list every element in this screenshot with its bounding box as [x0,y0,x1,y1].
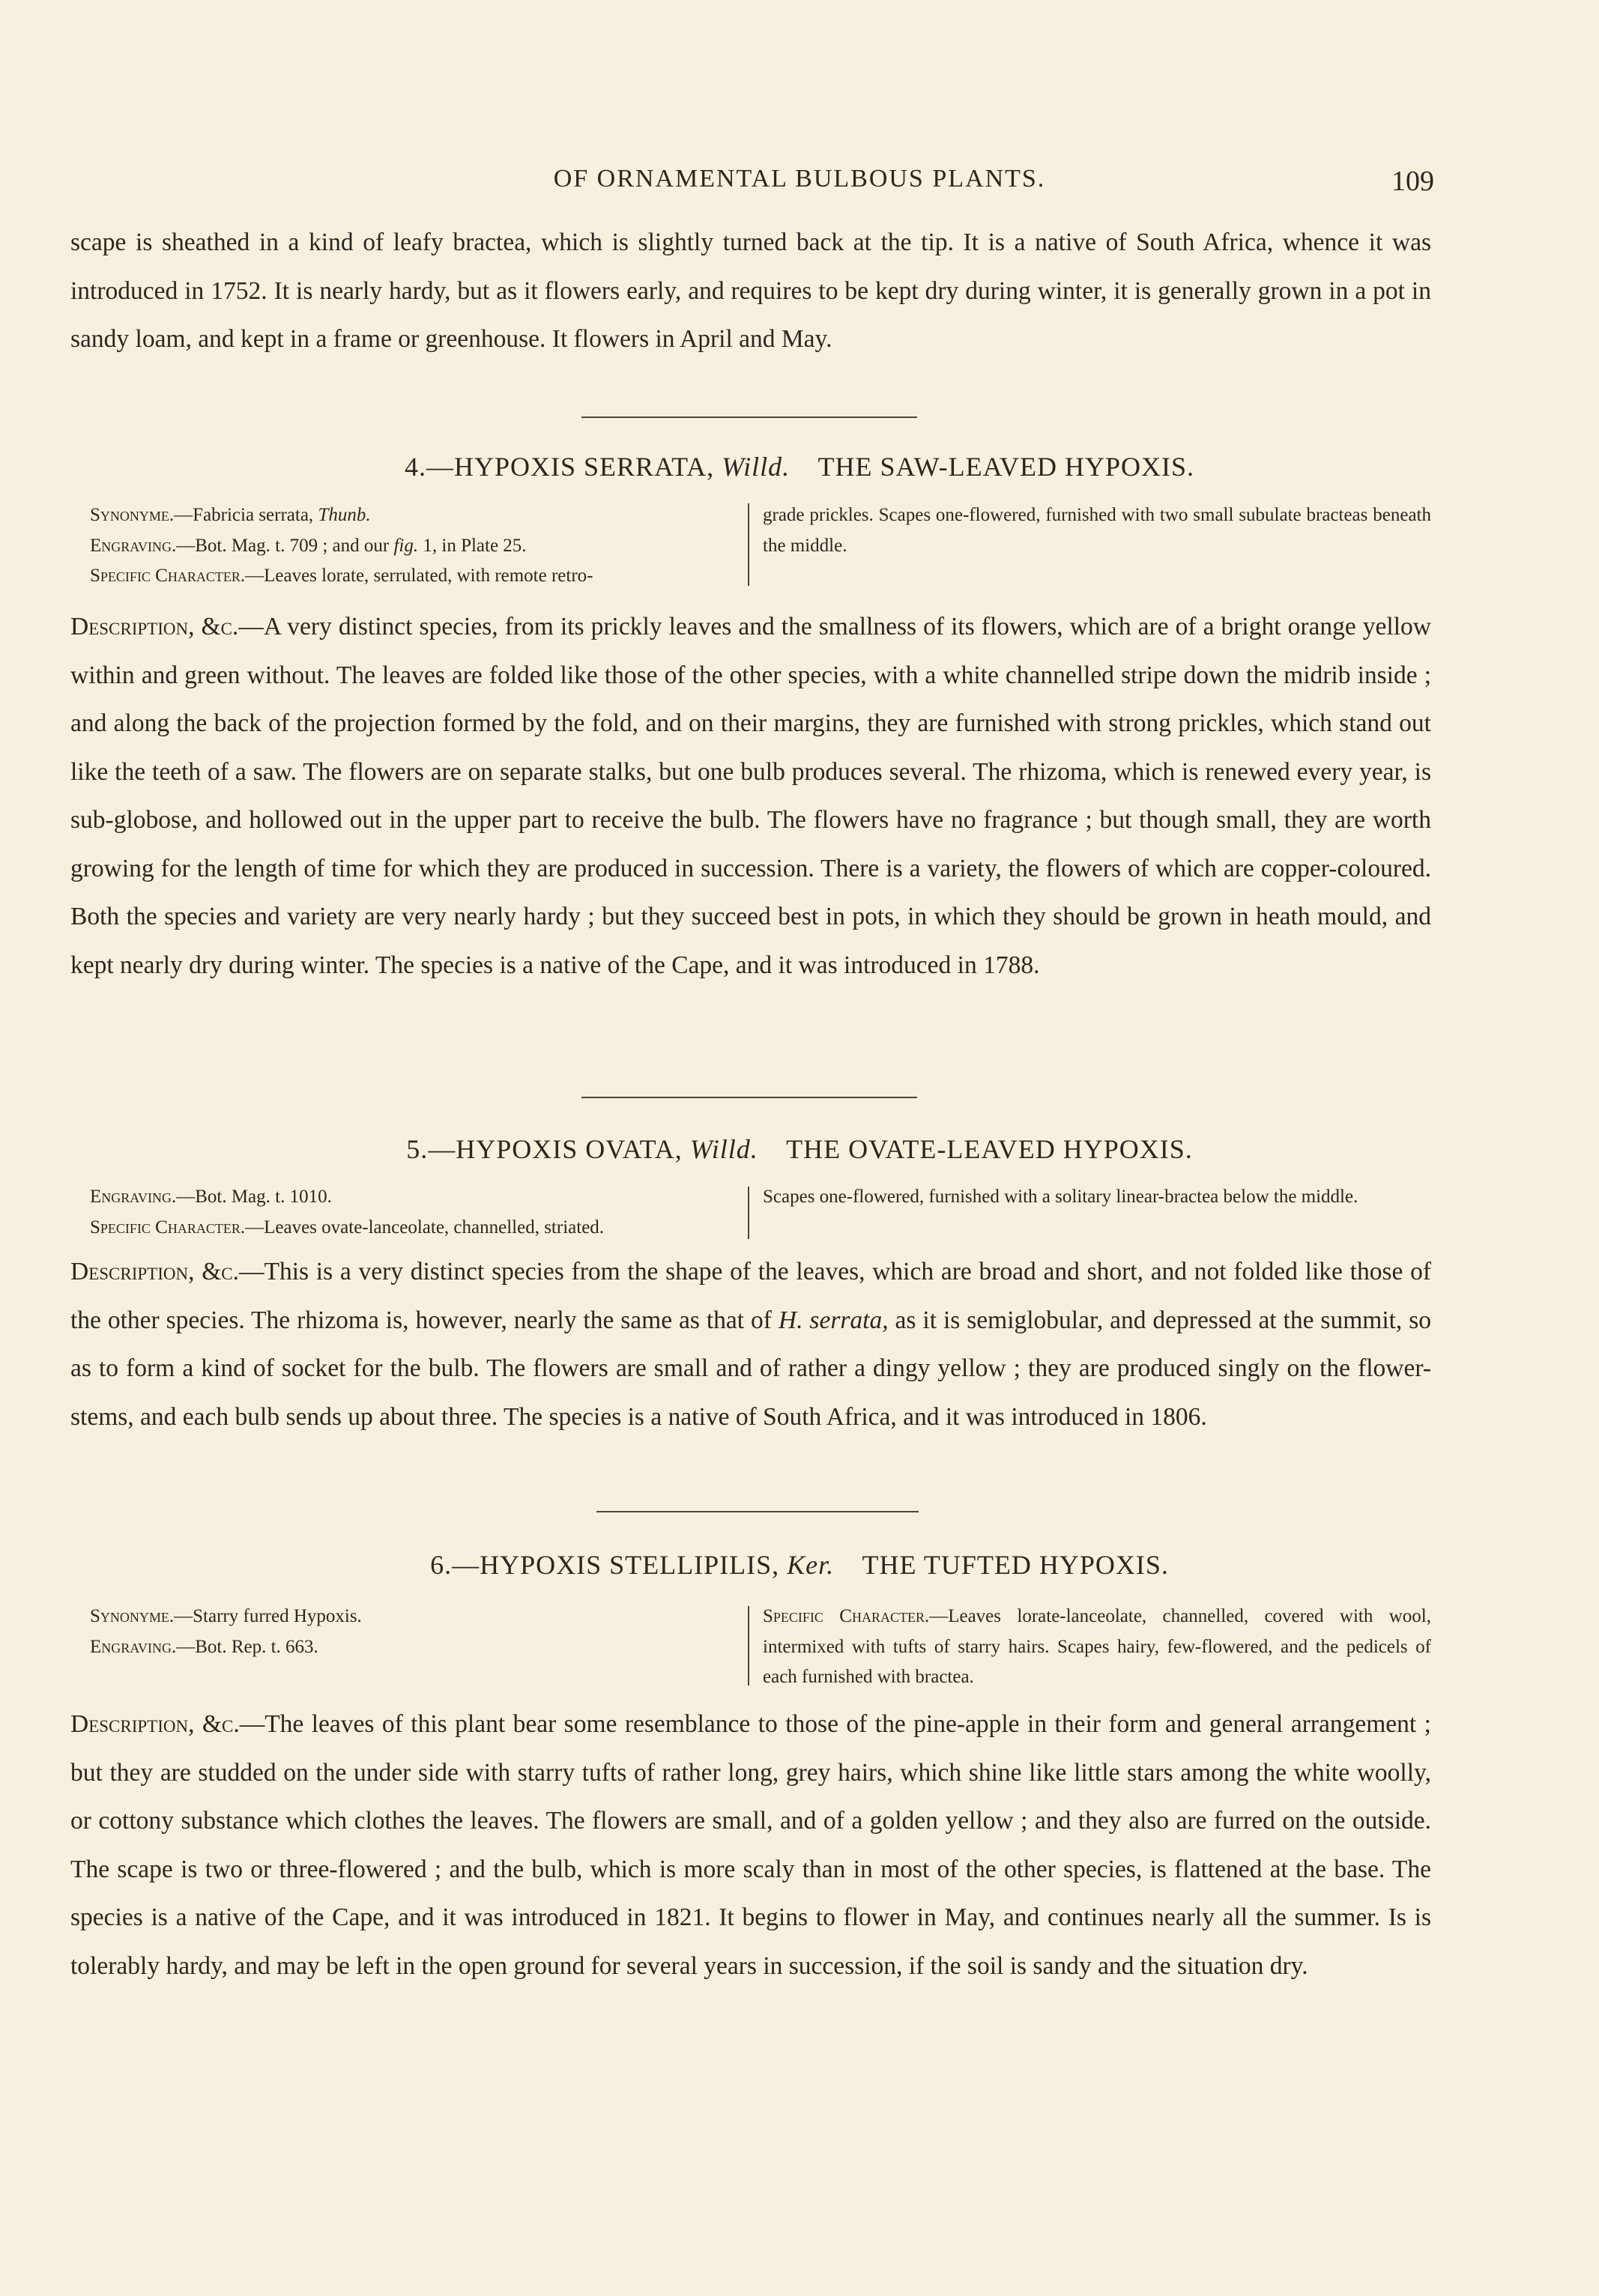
species-heading-serrata [0,451,1599,482]
note-specific-character: Specific Character.—Leaves ovate-lanceolate, channelled, striated. [90,1217,605,1238]
description-label: Description, &c. [70,1258,239,1285]
species-name: 4.—HYPOXIS SERRATA, [405,452,715,482]
notes-left-ovata [90,1182,727,1243]
note-engraving: Engraving.—Bot. Mag. t. 1010. [90,1187,332,1207]
description-stellipilis [70,1700,1431,1990]
description-text: —The leaves of this plant bear some resemblance to those of the pine-apple in their form and general arrangement ; but they are studded on the under side with starry tufts of rather long, grey hairs, which shine like little stars among the white woolly, or cottony substance which clothes the leaves. The flowers are small, and of a golden yellow ; and they also are furred on the outside. The scape is two or three-flowered ; and the bulb, which is more scaly than in most of the other species, is flattened at the base. The species is a native of the Cape, and it was introduced in 1821. It begins to flower in May, and continues nearly all the summer. Is is tolerably hardy, and may be left in the open ground for several years in succession, if the soil is sandy and the situation dry. [70,1710,1431,1980]
notes-right-serrata: grade prickles. Scapes one-flowered, furnished with two small subulate bracteas beneath the middle. [763,505,1431,556]
species-common-name: THE TUFTED HYPOXIS. [862,1550,1169,1580]
page-number: 109 [1391,166,1434,197]
species-name: 6.—HYPOXIS STELLIPILIS, [430,1550,780,1580]
species-author: Willd. [689,1134,758,1164]
notes-left-serrata [90,500,727,592]
note-engraving: Engraving.—Bot. Mag. t. 709 ; and our fig. 1, in Plate 25. [90,535,527,556]
species-author: Ker. [787,1550,835,1580]
section-divider [596,1511,919,1512]
column-divider [748,1606,749,1685]
column-divider [748,1187,749,1239]
running-title: OF ORNAMENTAL BULBOUS PLANTS. [553,165,1046,193]
species-name: 5.—HYPOXIS OVATA, [406,1134,683,1164]
description-serrata [70,603,1431,990]
species-heading-stellipilis [0,1549,1599,1581]
species-heading-ovata [0,1133,1599,1165]
notes-left-stellipilis [90,1602,727,1662]
species-author: Willd. [722,452,791,482]
description-label: Description, &c. [70,1710,240,1738]
notes-right-ovata: Scapes one-flowered, furnished with a solitary linear-bractea below the middle. [763,1187,1358,1207]
section-divider [581,417,917,418]
opening-paragraph: scape is sheathed in a kind of leafy bractea, which is slightly turned back at the tip. It is a native of South Africa, whence it was introduced in 1752. It is nearly hardy, but as it flowers early, and requires to be kept dry during winter, it is generally grown in a pot in sandy loam, and kept in a frame or greenhouse. It flowers in April and May. [70,228,1431,353]
description-ovata: Description, &c.—This is a very distinct species from the shape of the leaves, which are broad and short, and not folded like those of the other species. The rhizoma is, however, nearly the same as that of H. serrata, as it is semiglobular, and depressed at the summit, so as to form a kind of socket for the bulb. The flowers are small and of rather a dingy yellow ; they are produced singly on the flower-stems, and each bulb sends up about three. The species is a native of South Africa, and it was introduced in 1806. [70,1258,1432,1431]
note-specific-character: Specific Character.—Leaves lorate, serrulated, with remote retro- [90,566,593,586]
species-common-name: THE OVATE-LEAVED HYPOXIS. [786,1134,1193,1164]
column-divider [748,503,749,586]
description-text: —A very distinct species, from its prickly leaves and the smallness of its flowers, which are of a bright orange yellow within and green without. The leaves are folded like those of the other species, with a white channelled stripe down the midrib inside ; and along the back of the projection formed by the fold, and on their margins, they are furnished with strong prickles, which stand out like the teeth of a saw. The flowers are on separate stalks, but one bulb produces several. The rhizoma, which is renewed every year, is sub-globose, and hollowed out in the upper part to receive the bulb. The flowers have no fragrance ; but though small, they are worth growing for the length of time for which they are produced in succession. There is a variety, the flowers of which are copper-coloured. Both the species and variety are very nearly hardy ; but they succeed best in pots, in which they should be grown in heath mould, and kept nearly dry during winter. The species is a native of the Cape, and it was introduced in 1788. [70,613,1431,979]
section-divider [581,1097,917,1098]
notes-right-stellipilis: Specific Character.—Leaves lorate-lanceolate, channelled, covered with wool, intermixed with tufts of starry hairs. Scapes hairy, few-flowered, and the pedicels of each furnished with bractea. [763,1606,1431,1687]
note-synonyme: Synonyme.—Starry furred Hypoxis. [90,1606,362,1626]
species-common-name: THE SAW-LEAVED HYPOXIS. [817,452,1194,482]
note-engraving: Engraving.—Bot. Rep. t. 663. [90,1636,318,1657]
note-synonyme: Synonyme.—Fabricia serrata, Thunb. [90,505,371,525]
description-label: Description, &c. [70,613,239,640]
